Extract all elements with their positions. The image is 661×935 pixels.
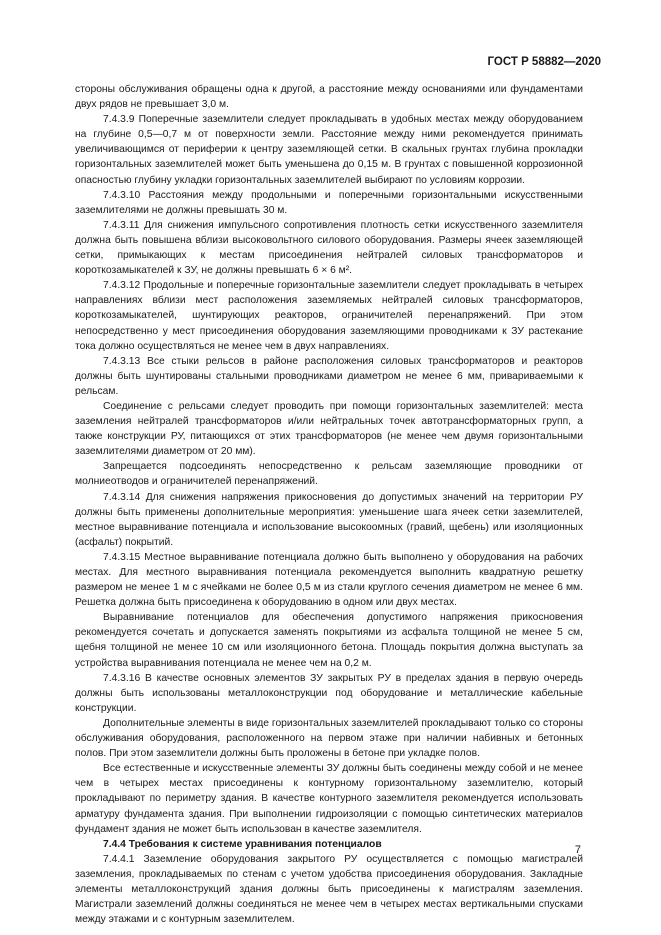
paragraph: 7.4.3.12 Продольные и поперечные горизонтальные заземлители следует прокладывать в четырех направлениях вблизи мест расположения заземляемых нейтралей силовых трансформаторов, короткозамыкателей, шунтирующих реакторов, ограничителей перенапряжений. При этом непосредственно у мест присоединения оборудования заземляющими проводниками к ЗУ растекание тока должно осуществляться не менее чем в двух направлениях. (75, 280, 583, 352)
document-header: ГОСТ Р 58882—2020 (487, 56, 601, 68)
document-body (75, 82, 583, 927)
section-heading: 7.4.4 Требования к системе уравнивания потенциалов (103, 838, 382, 850)
paragraph: 7.4.3.9 Поперечные заземлители следует прокладывать в удобных местах между оборудованием на глубине 0,5—0,7 м от поверхности земли. Расстояние между ними рекомендуется принимать увеличивающимся от периферии к центру заземляющей сетки. В скальных грунтах глубина прокладки горизонтальных заземлителей может быть уменьшена до 0,15 м. В грунтах с повышенной коррозионной опасностью глубину укладки горизонтальных заземлителей выбирают по условиям коррозии. (75, 114, 583, 186)
paragraph: 7.4.3.10 Расстояния между продольными и поперечными горизонтальными искусственными заземлителями не должны превышать 30 м. (75, 189, 583, 216)
paragraph: Выравнивание потенциалов для обеспечения допустимого напряжения прикосновения рекомендуется сочетать и допускается заменять покрытиями из асфальта толщиной не менее 5 см, щебня толщиной не менее 10 см или изоляционного бетона. Площадь покрытия должна выступать за устройства выравнивания потенциала не менее чем на 0,2 м. (75, 612, 583, 669)
page-number: 7 (574, 844, 581, 856)
paragraph: Запрещается подсоединять непосредственно к рельсам заземляющие проводники от молниеотводов и ограничителей перенапряжений. (75, 461, 583, 488)
paragraph: 7.4.3.14 Для снижения напряжения прикосновения до допустимых значений на территории РУ должны быть применены дополнительные мероприятия: уменьшение шага ячеек сетки заземлителей, местное выравнивание потенциала и использование высокоомных (гравий, щебень) или изоляционных (асфальт) покрытий. (75, 491, 583, 548)
paragraph: 7.4.4.1 Заземление оборудования закрытого РУ осуществляется с помощью магистралей заземления, прокладываемых по стенам с учетом удобства присоединения оборудования. Закладные элементы металлоконструкций здания должны быть присоединены к магистралям заземления. Магистрали заземлений должны соединяться не менее чем в четырех местах вертикальными спусками между этажами и с контурным заземлителем. (75, 853, 583, 926)
paragraph: 7.4.3.13 Все стыки рельсов в районе расположения силовых трансформаторов и реакторов должны быть шунтированы стальными проводниками диаметром не менее 6 мм, привариваемыми к рельсам. (75, 355, 583, 397)
paragraph: 7.4.3.11 Для снижения импульсного сопротивления плотность сетки искусственного заземлителя должна быть повышена вблизи высоковольтного силового оборудования. Размеры ячеек заземляющей сетки, примыкающих к местам присоединения нейтралей силовых трансформаторов и короткозамыкателей к ЗУ, не должны превышать 6 × 6 м². (75, 219, 583, 277)
paragraph: Дополнительные элементы в виде горизонтальных заземлителей прокладывают только со стороны обслуживания оборудования, расположенного на первом этаже при наличии набивных и бетонных полов. При этом заземлители должны быть проложены в бетоне при укладке полов. (75, 717, 583, 760)
paragraph: Соединение с рельсами следует проводить при помощи горизонтальных заземлителей: места заземления нейтралей трансформаторов и/или нейтральных точек автотрансформаторных групп, а также конструкции РУ, питающихся от этих трансформаторов (не менее чем двумя горизонтальными заземлителями диаметром от 20 мм). (75, 400, 583, 458)
paragraph: 7.4.3.15 Местное выравнивание потенциала должно быть выполнено у оборудования на рабочих местах. Для местного выравнивания потенциала рекомендуется выполнить квадратную решетку размером не менее 1 м с ячейками не более 0,5 м из стали круглого сечения диаметром не менее 6 мм. Решетка должна быть присоединена к оборудованию в одном или двух местах. (75, 551, 583, 609)
paragraph: стороны обслуживания обращены одна к другой, а расстояние между основаниями или фундаментами двух рядов не превышает 3,0 м. (75, 84, 583, 111)
paragraph: 7.4.3.16 В качестве основных элементов ЗУ закрытых РУ в пределах здания в первую очередь должны быть использованы металлоконструкции под оборудование и металлические кабельные конструкции. (75, 672, 583, 714)
paragraph: Все естественные и искусственные элементы ЗУ должны быть соединены между собой и не менее чем в четырех местах присоединены к контурному горизонтальному заземлителю, который прокладывают по периметру здания. В качестве контурного заземлителя рекомендуется использовать арматуру фундамента здания. При выполнении гидроизоляции с помощью синтетических материалов фундамент здания не может быть использован в качестве заземлителя. (75, 763, 583, 835)
